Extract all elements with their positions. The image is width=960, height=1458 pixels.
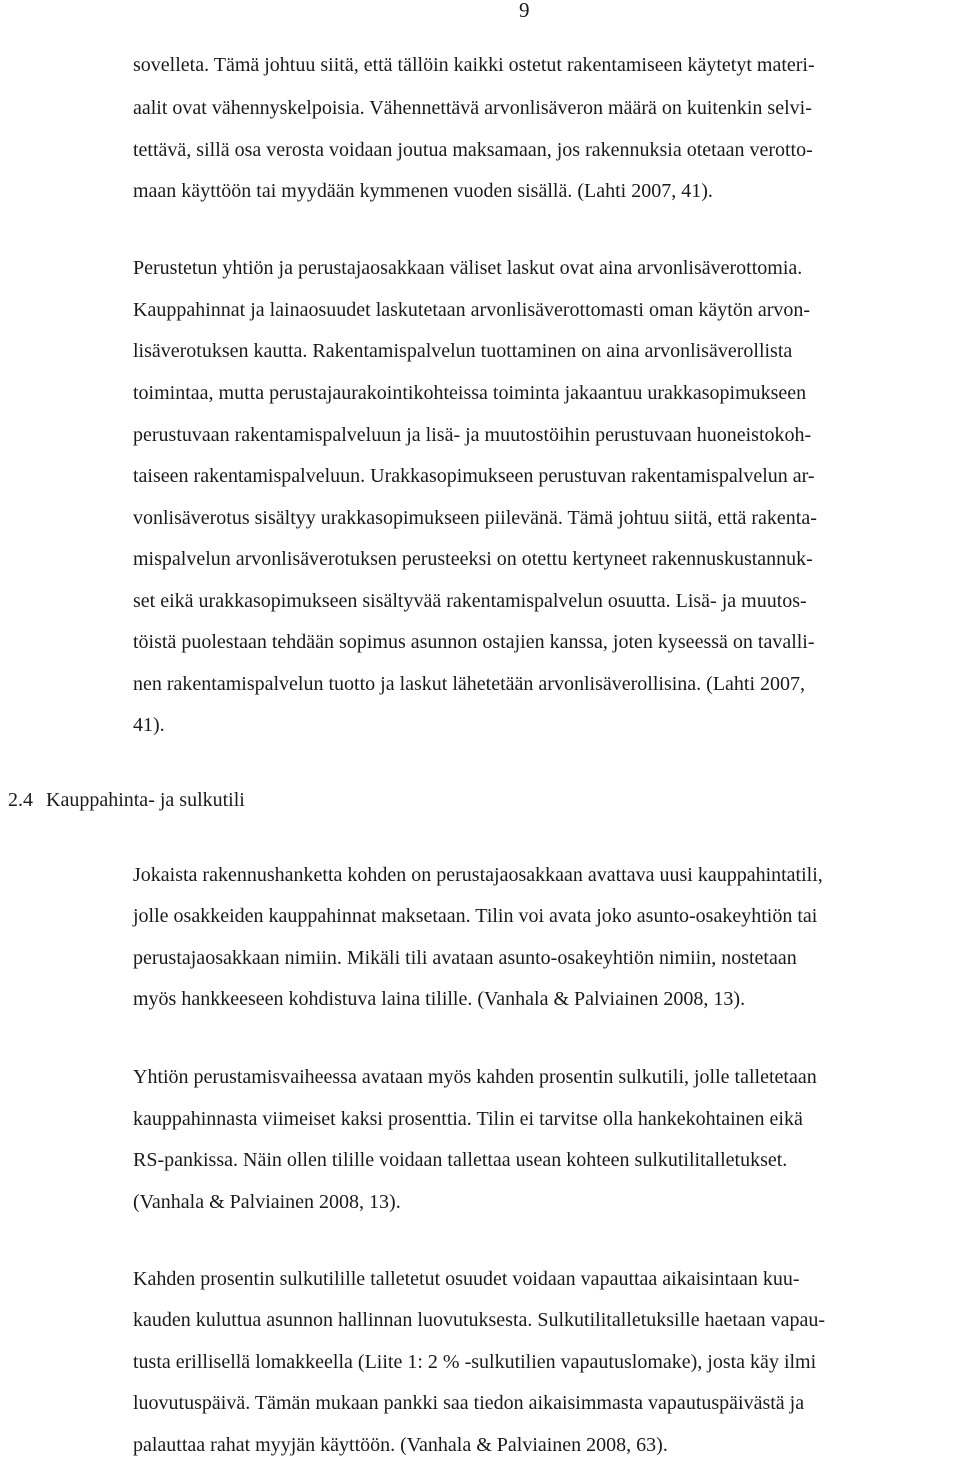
text-line: töistä puolestaan tehdään sopimus asunnon ostajien kanssa, joten kyseessä on tavalli-: [133, 631, 815, 653]
text-line: kauden kuluttua asunnon hallinnan luovutuksesta. Sulkutilitalletuksille haetaan vapau-: [133, 1309, 826, 1331]
section-number: 2.4: [8, 789, 33, 811]
text-line: myös hankkeeseen kohdistuva laina tilille. (Vanhala & Palviainen 2008, 13).: [133, 988, 746, 1010]
text-line: maan käyttöön tai myydään kymmenen vuoden sisällä. (Lahti 2007, 41).: [133, 180, 713, 202]
text-line: lisäverotuksen kautta. Rakentamispalvelun tuottaminen on aina arvonlisäverollista: [133, 340, 793, 362]
text-line: taiseen rakentamispalveluun. Urakkasopimukseen perustuvan rakentamispalvelun ar-: [133, 465, 815, 487]
text-line: toimintaa, mutta perustajaurakointikohteissa toiminta jakaantuu urakkasopimukseen: [133, 382, 807, 404]
text-line: palauttaa rahat myyjän käyttöön. (Vanhala & Palviainen 2008, 63).: [133, 1434, 668, 1456]
text-line: Yhtiön perustamisvaiheessa avataan myös kahden prosentin sulkutili, jolle talletetaan: [133, 1066, 817, 1088]
text-line: tettävä, sillä osa verosta voidaan joutua maksamaan, jos rakennuksia otetaan verotto-: [133, 139, 813, 161]
text-line: sovelleta. Tämä johtuu siitä, että tällöin kaikki ostetut rakentamiseen käytetyt materi-: [133, 54, 815, 76]
text-line: luovutuspäivä. Tämän mukaan pankki saa tiedon aikaisimmasta vapautuspäivästä ja: [133, 1392, 805, 1414]
text-line: RS-pankissa. Näin ollen tilille voidaan tallettaa usean kohteen sulkutilitalletukset.: [133, 1149, 788, 1171]
text-line: kauppahinnasta viimeiset kaksi prosenttia. Tilin ei tarvitse olla hankekohtainen eikä: [133, 1108, 803, 1130]
page-number: 9: [519, 0, 530, 22]
section-title: Kauppahinta- ja sulkutili: [46, 789, 245, 811]
text-line: mispalvelun arvonlisäverotuksen perusteeksi on otettu kertyneet rakennuskustannuk-: [133, 548, 813, 570]
text-line: perustajaosakkaan nimiin. Mikäli tili avataan asunto-osakeyhtiön nimiin, nostetaan: [133, 947, 797, 969]
text-line: Jokaista rakennushanketta kohden on perustajaosakkaan avattava uusi kauppahintatili,: [133, 864, 823, 886]
text-line: Kauppahinnat ja lainaosuudet laskutetaan arvonlisäverottomasti oman käytön arvon-: [133, 299, 811, 321]
text-line: Kahden prosentin sulkutilille talletetut osuudet voidaan vapauttaa aikaisintaan kuu-: [133, 1268, 800, 1290]
section-heading: [8, 787, 245, 813]
text-line: (Vanhala & Palviainen 2008, 13).: [133, 1191, 401, 1213]
text-line: tusta erillisellä lomakkeella (Liite 1: 2 % -sulkutilien vapautuslomake), josta käy ilmi: [133, 1351, 817, 1373]
text-line: Perustetun yhtiön ja perustajaosakkaan väliset laskut ovat aina arvonlisäverottomia.: [133, 257, 803, 279]
text-line: nen rakentamispalvelun tuotto ja laskut lähetetään arvonlisäverollisina. (Lahti 2007,: [133, 673, 806, 695]
text-line: 41).: [133, 714, 165, 736]
text-line: set eikä urakkasopimukseen sisältyvää rakentamispalvelun osuutta. Lisä- ja muutos-: [133, 590, 807, 612]
text-line: vonlisäverotus sisältyy urakkasopimukseen piilevänä. Tämä johtuu siitä, että rakenta-: [133, 507, 817, 529]
text-line: perustuvaan rakentamispalveluun ja lisä- ja muutostöihin perustuvaan huoneistokoh-: [133, 424, 812, 446]
text-line: aalit ovat vähennyskelpoisia. Vähennettävä arvonlisäveron määrä on kuitenkin selvi-: [133, 97, 812, 119]
text-line: jolle osakkeiden kauppahinnat maksetaan. Tilin voi avata joko asunto-osakeyhtiön tai: [133, 905, 818, 927]
